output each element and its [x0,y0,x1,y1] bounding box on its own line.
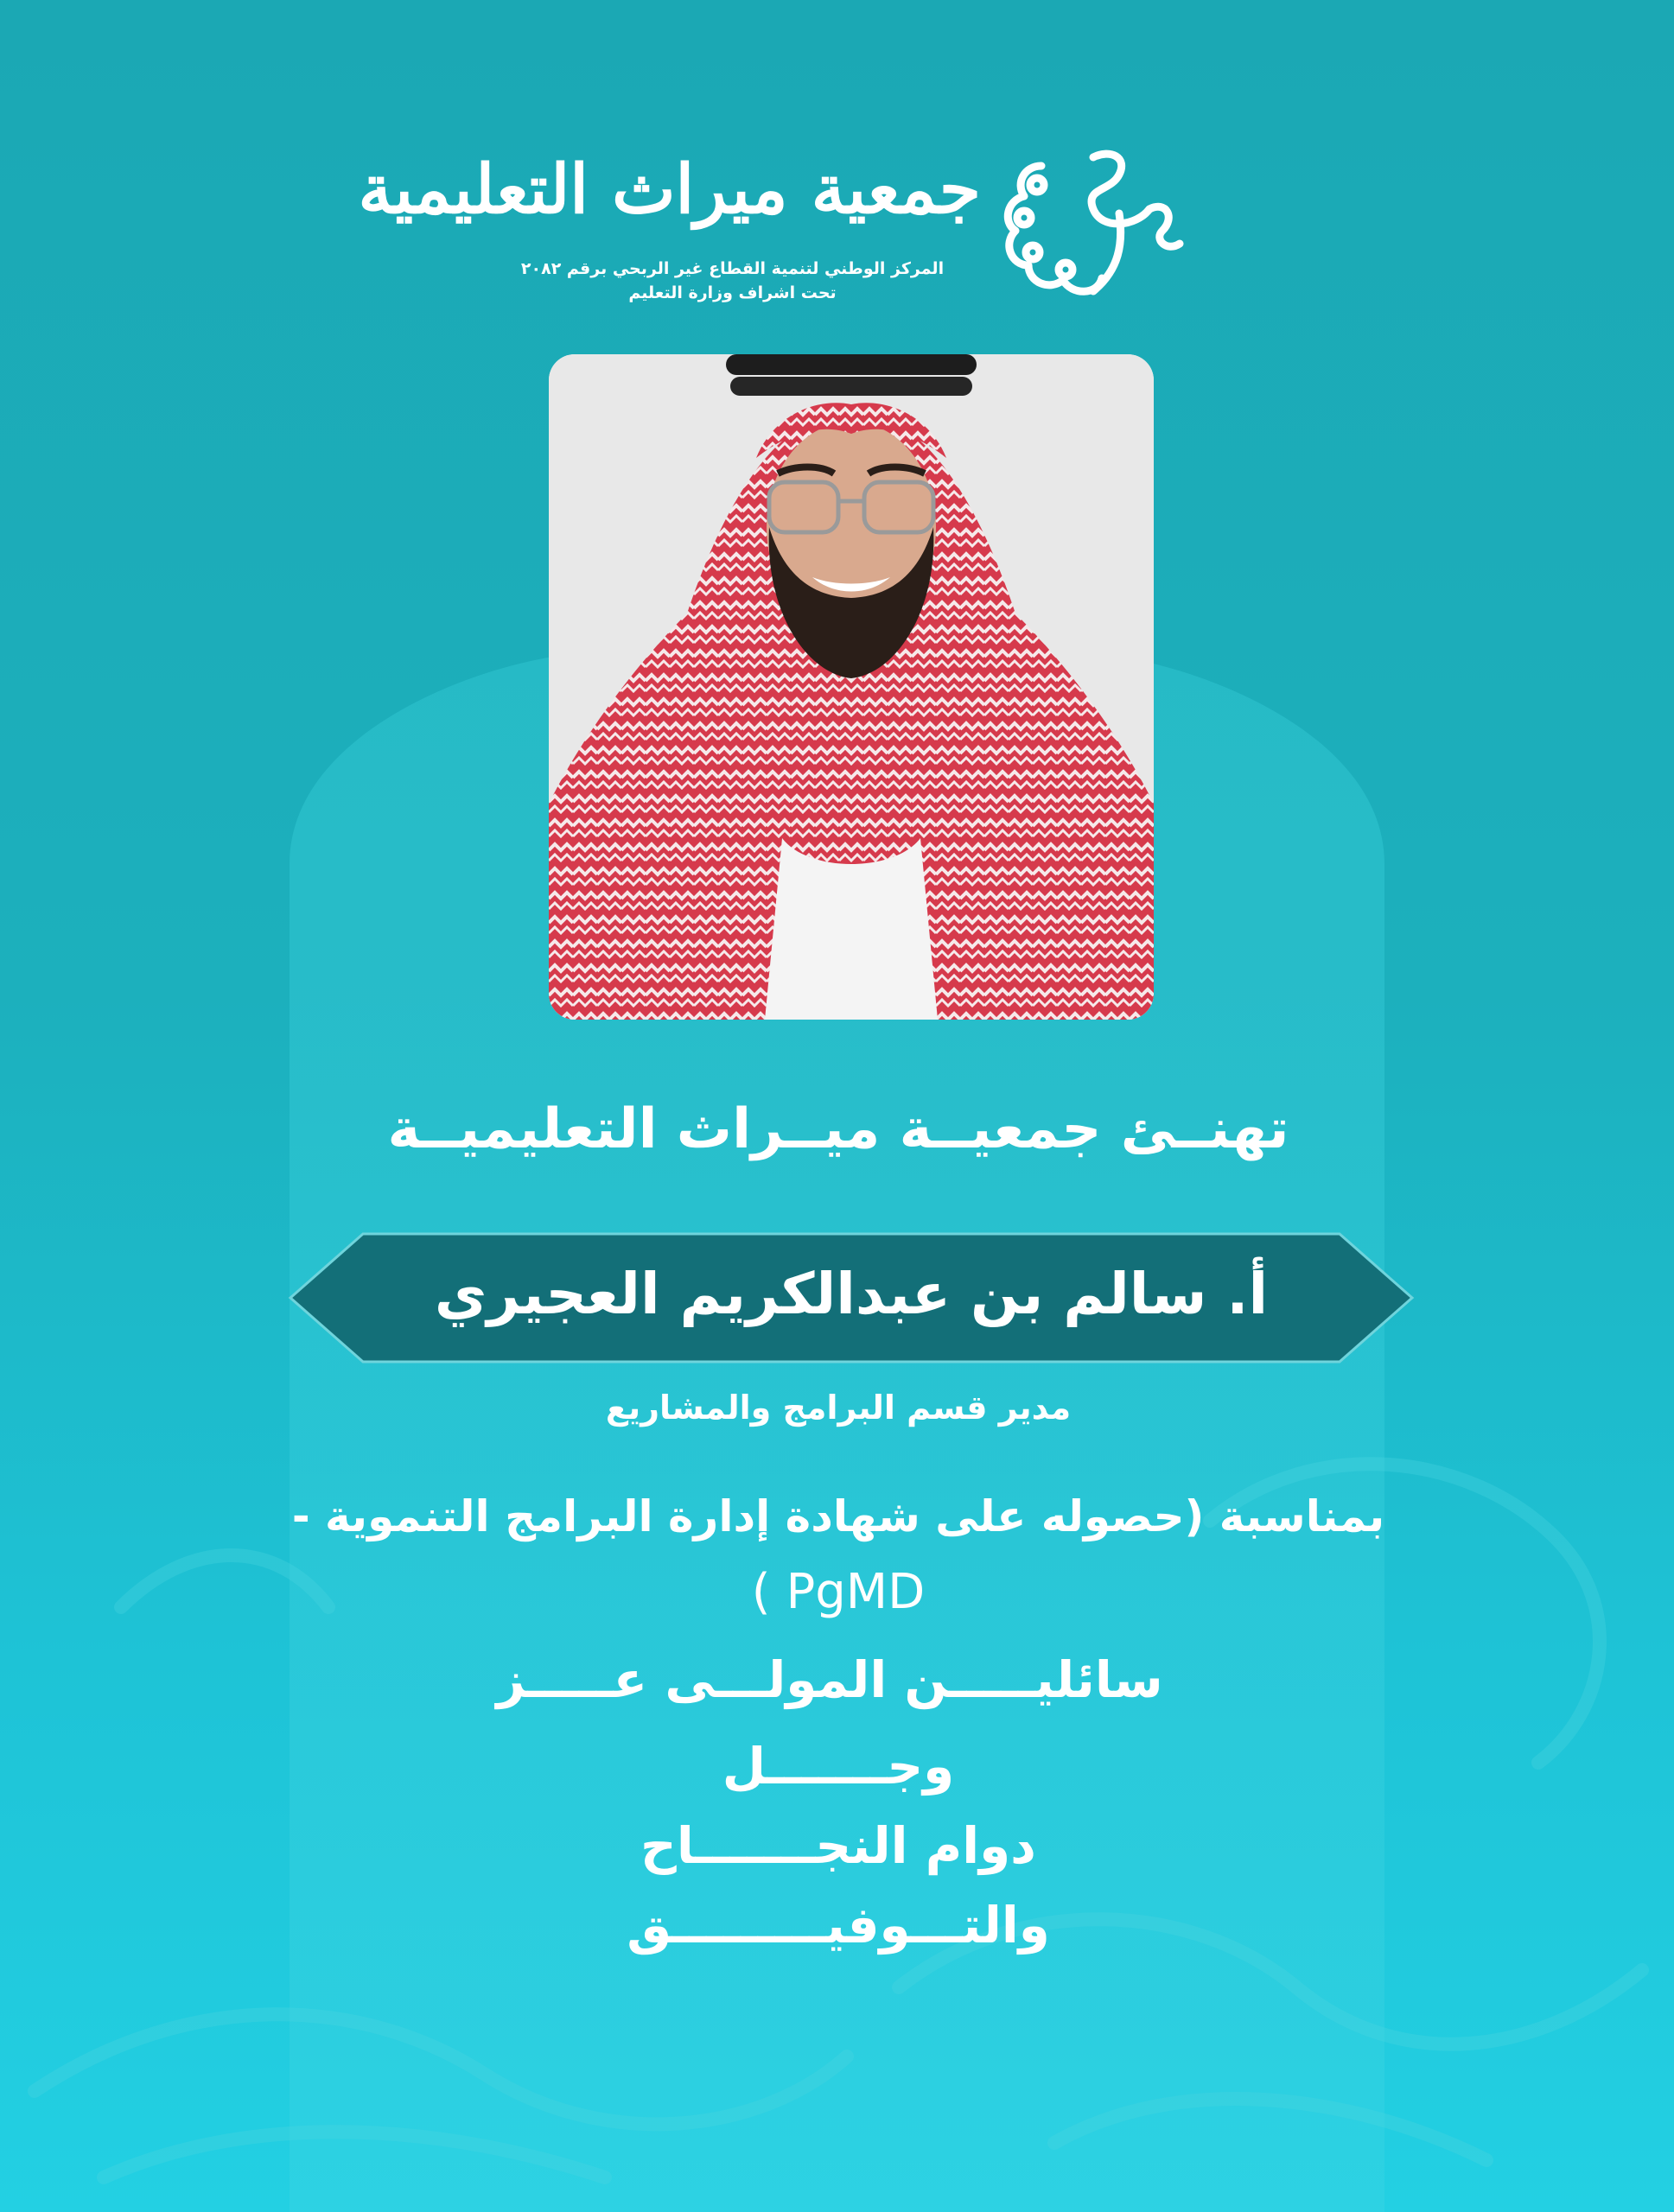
org-name: جمعية ميراث التعليمية [358,150,981,229]
mirath-calligraphy-logo-icon [990,131,1188,313]
wish-line-1: سائليـــــن المولـــى عـــــز [496,1650,1163,1709]
occasion-line-1: بمناسبة (حصوله على شهادة إدارة البرامج التنموية - [291,1491,1385,1541]
organization-logo [358,130,1193,320]
wish-line-4: والتـــوفيـــــــــق [627,1896,1050,1955]
org-subtitle: المركز الوطني لتنمية القطاع غير الربحي برقم ٢٠٨٢ [520,259,945,278]
honoree-photo [549,354,1154,1020]
congrats-heading: تهنــئ جمعيــة ميــراث التعليميــة [387,1097,1289,1161]
honoree-name: أ. سالم بن عبدالكريم العجيري [434,1261,1269,1327]
honoree-role: مدير قسم البرامج والمشاريع [605,1389,1072,1427]
wish-line-3: دوام النجـــــــاح [640,1816,1036,1875]
org-supervision: تحت اشراف وزارة التعليم [628,283,837,302]
occasion-line-2: PgMD ) [751,1564,926,1620]
wish-line-2: وجـــــــل [722,1737,955,1796]
